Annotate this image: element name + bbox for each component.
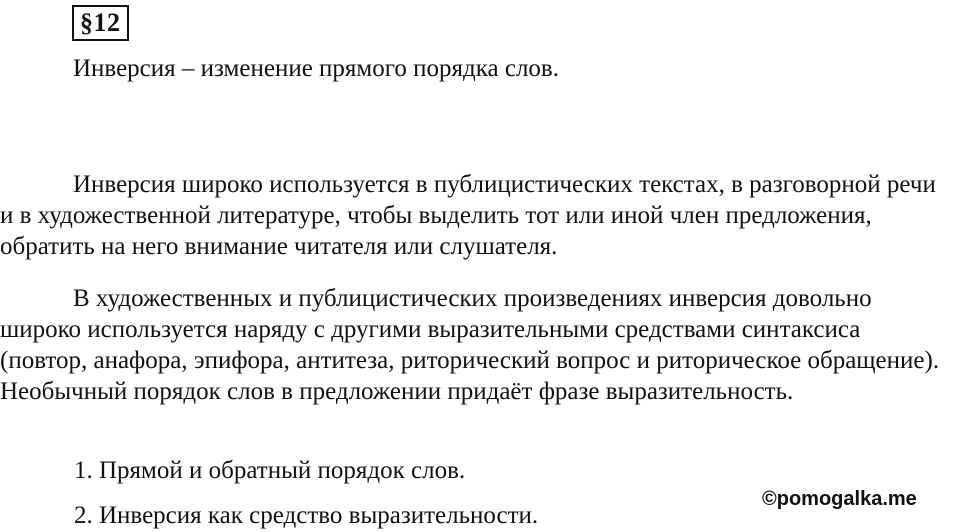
paragraph-usage: Инверсия широко используется в публицистических текстах, в разговорной речи и в художественной литературе, чтобы выделить тот или иной член предложения, обратить на него внимание читателя или слушателя. [0,171,936,260]
section-number-badge: §12 [72,5,129,41]
list-item-direct-order: 1. Прямой и обратный порядок слов. [74,457,466,484]
definition-text: Инверсия – изменение прямого порядка слов. [73,55,559,82]
paragraph-expressive-means: В художественных и публицистических произведениях инверсия довольно широко используется наряду с другими выразительными средствами синтаксиса (повтор, анафора, эпифора, антитеза, риторический вопрос и риторическое обращение). Необычный порядок слов в предложении придаёт фразе выразительность. [0,285,940,405]
list-item-inversion-expressive: 2. Инверсия как средство выразительности. [74,502,539,529]
site-watermark: ©pomogalka.me [762,488,917,510]
